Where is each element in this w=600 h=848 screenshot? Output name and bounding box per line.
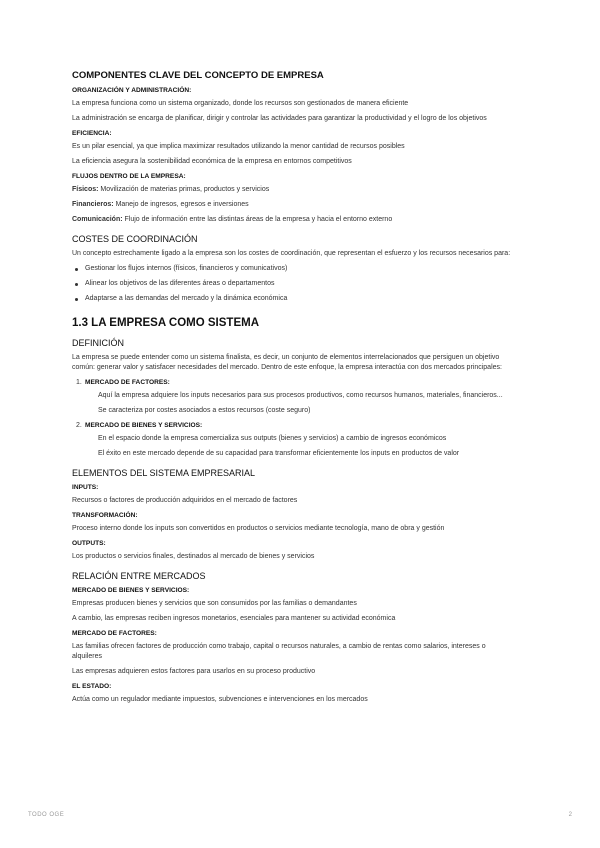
section-title-costes: COSTES DE COORDINACIÓN [72,234,198,244]
costes-bullet-text: Alinear los objetivos de las diferentes áreas o departamentos [85,280,275,287]
bullet-icon [75,283,78,286]
flujo-fisicos-label: Físicos: [72,186,99,193]
flujo-financieros [72,200,512,210]
list-item-body [85,434,512,459]
mercado-bienes-paragraph-2: El éxito en este mercado depende de su capacidad para transformar eficientemente los inputs en productos de valor [98,450,460,457]
definicion-paragraph: La empresa se puede entender como un sistema finalista, es decir, un conjunto de elementos interrelacionados que persiguen un objetivo común: generar valor y satisfacer necesidades del mercado. Dentro de este enfoque, la empresa interactúa con dos mercados principales: [72,354,502,371]
estado-paragraph: Actúa como un regulador mediante impuestos, subvenciones e intervenciones en los mercados [72,696,368,703]
flujo-financieros-label: Financieros: [72,201,114,208]
inputs-label: INPUTS: [72,484,99,491]
footer-brand: TODO OGE [28,812,65,818]
mercado-bienes-label: MERCADO DE BIENES Y SERVICIOS: [85,422,203,429]
eficiencia-paragraph-2: La eficiencia asegura la sostenibilidad económica de la empresa en entornos competitivos [72,158,352,165]
mercado-factores-label: MERCADO DE FACTORES: [85,379,170,386]
estado-label: EL ESTADO: [72,683,112,690]
transformacion-label: TRANSFORMACIÓN: [72,512,138,519]
transformacion-paragraph: Proceso interno donde los inputs son convertidos en productos o servicios mediante tecnología, mano de obra y gestión [72,525,445,532]
subsection-title-definicion: DEFINICIÓN [72,338,125,348]
outputs-label: OUTPUTS: [72,540,106,547]
list-number: 2. [76,422,82,429]
flujos-label: FLUJOS DENTRO DE LA EMPRESA: [72,173,186,180]
ordered-list-item [72,378,512,416]
mercado-factores-paragraph-1: Aquí la empresa adquiere los inputs necesarios para sus procesos productivos, como recursos humanos, materiales, financieros... [98,392,503,399]
flujo-financieros-text: Manejo de ingresos, egresos e inversiones [113,201,249,208]
costes-bullet-list [72,264,512,304]
costes-intro: Un concepto estrechamente ligado a la empresa son los costes de coordinación, que representan el esfuerzo y los recursos necesarios para: [72,250,511,257]
flujo-fisicos-text: Movilización de materias primas, productos y servicios [98,186,270,193]
mbs-label: MERCADO DE BIENES Y SERVICIOS: [72,587,190,594]
outputs-paragraph: Los productos o servicios finales, destinados al mercado de bienes y servicios [72,553,315,560]
list-number: 1. [76,379,82,386]
mbs-paragraph-2: A cambio, las empresas reciben ingresos monetarios, esenciales para mantener su actividad económica [72,615,396,622]
flujo-comunicacion-text: Flujo de información entre las distintas áreas de la empresa y hacia el entorno externo [122,216,393,223]
mf-paragraph-2: Las empresas adquieren estos factores para usarlos en su proceso productivo [72,668,316,675]
org-label: ORGANIZACIÓN Y ADMINISTRACIÓN: [72,87,192,94]
costes-bullet-text: Adaptarse a las demandas del mercado y la dinámica económica [85,295,288,302]
section-title-relacion: RELACIÓN ENTRE MERCADOS [72,571,206,581]
ordered-list-item [72,421,512,459]
flujo-comunicacion [72,215,512,225]
page-content [72,70,512,710]
mbs-paragraph-1: Empresas producen bienes y servicios que son consumidos por las familias o demandantes [72,600,357,607]
eficiencia-paragraph-1: Es un pilar esencial, ya que implica maximizar resultados utilizando la menor cantidad de recursos posibles [72,143,405,150]
inputs-paragraph: Recursos o factores de producción adquiridos en el mercado de factores [72,497,298,504]
org-paragraph-2: La administración se encarga de planificar, dirigir y controlar las actividades para garantizar la productividad y el logro de los objetivos [72,115,487,122]
page-number: 2 [568,812,572,818]
list-item [72,264,512,274]
flujo-fisicos [72,185,512,195]
bullet-icon [75,268,78,271]
section-title-empresa-sistema: 1.3 LA EMPRESA COMO SISTEMA [72,317,260,329]
list-item-body [85,391,512,416]
mercado-bienes-paragraph-1: En el espacio donde la empresa comercializa sus outputs (bienes y servicios) a cambio de ingresos económicos [98,435,447,442]
mercado-factores-paragraph-2: Se caracteriza por costes asociados a estos recursos (coste seguro) [98,407,311,414]
list-item [72,279,512,289]
costes-bullet-text: Gestionar los flujos internos (físicos, financieros y comunicativos) [85,265,288,272]
list-item [72,294,512,304]
bullet-icon [75,298,78,301]
section-title-elementos: ELEMENTOS DEL SISTEMA EMPRESARIAL [72,468,256,478]
mf-paragraph-1: Las familias ofrecen factores de producción como trabajo, capital o recursos naturales, a cambio de rentas como salarios, intereses o alquileres [72,643,486,660]
flujo-comunicacion-label: Comunicación: [72,216,123,223]
section-title-componentes: COMPONENTES CLAVE DEL CONCEPTO DE EMPRESA [72,70,324,81]
org-paragraph-1: La empresa funciona como un sistema organizado, donde los recursos son gestionados de manera eficiente [72,100,409,107]
eficiencia-label: EFICIENCIA: [72,130,112,137]
mf-label: MERCADO DE FACTORES: [72,630,157,637]
